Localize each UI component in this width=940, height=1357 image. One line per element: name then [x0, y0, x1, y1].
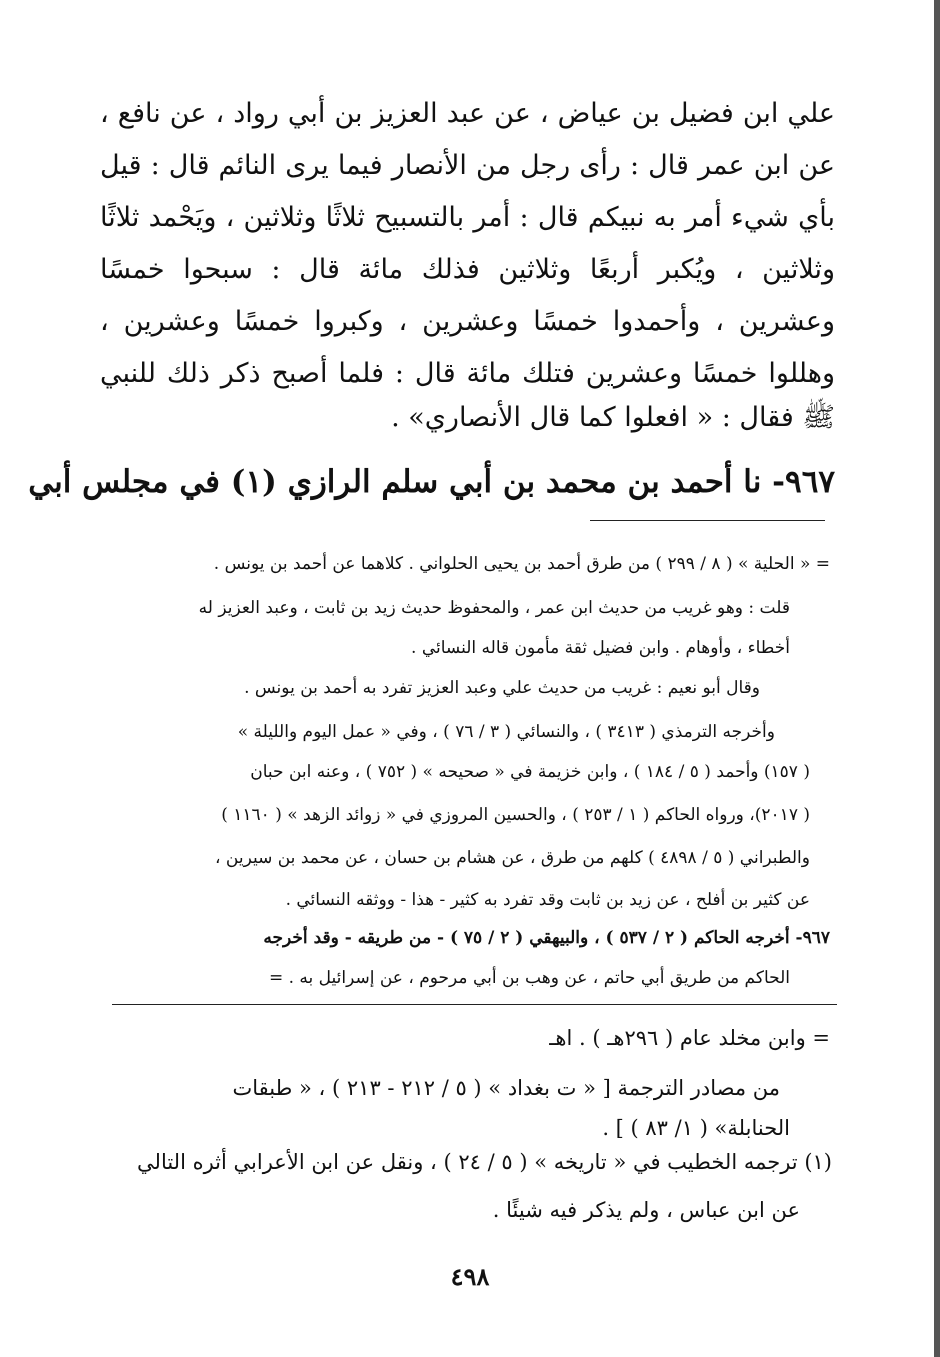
footnote-line: قلت : وهو غريب من حديث ابن عمر ، والمحفوظ حديث زيد بن ثابت ، وعبد العزيز له	[198, 598, 790, 618]
footnote-line: = وابن مخلد عام ( ٢٩٦هـ ) . اهـ	[549, 1026, 830, 1050]
footnote-line: وأخرجه الترمذي ( ٣٤١٣ ) ، والنسائي ( ٣ / ٧٦ ) ، وفي « عمل اليوم والليلة »	[237, 722, 775, 742]
footnote-line: ( ٢٠١٧)، ورواه الحاكم ( ١ / ٢٥٣ ) ، والحسين المروزي في « زوائد الزهد » ( ١١٦٠ )	[221, 805, 810, 825]
main-line: بأي شيء أمر به نبيكم قال : أمر بالتسبيح ثلاثًا وثلاثين ، ويَحْمد ثلاثًا	[100, 202, 835, 233]
footnote-line: والطبراني ( ٥ / ٤٨٩٨ ) كلهم من طرق ، عن هشام بن حسان ، عن محمد بن سيرين ،	[215, 848, 810, 868]
main-line: علي ابن فضيل بن عياض ، عن عبد العزيز بن أبي رواد ، عن نافع ،	[100, 98, 835, 129]
footnote-line: عن كثير بن أفلح ، عن زيد بن ثابت وقد تفرد به كثير - هذا - ووثقه النسائي .	[285, 890, 810, 910]
footnote-line: (١) ترجمه الخطيب في « تاريخه » ( ٥ / ٢٤ ) ، ونقل عن ابن الأعرابي أثره التالي	[137, 1150, 832, 1174]
footnote-line: ٩٦٧- أخرجه الحاكم ( ٢ / ٥٣٧ ) ، والبيهقي ( ٢ / ٧٥ ) - من طريقه - وقد أخرجه	[263, 928, 830, 948]
main-line: وهللوا خمسًا وعشرين فتلك مائة قال : فلما أصبح ذكر ذلك للنبي	[100, 358, 835, 389]
footnote-separator	[590, 520, 825, 521]
footnote-line: = « الحلية » ( ٨ / ٢٩٩ ) من طرق أحمد بن يحيى الحلواني . كلاهما عن أحمد بن يونس .	[213, 554, 830, 574]
section-divider	[112, 1004, 837, 1005]
footnote-line: الحنابلة» ( ١/ ٨٣ ) ] .	[602, 1116, 790, 1140]
footnote-line: عن ابن عباس ، ولم يذكر فيه شيئًا .	[492, 1198, 800, 1222]
footnote-line: أخطاء ، وأوهام . وابن فضيل ثقة مأمون قاله النسائي .	[411, 638, 790, 658]
hadith-heading: ٩٦٧- نا أحمد بن محمد بن أبي سلم الرازي (١) في مجلس أبي	[28, 464, 835, 500]
page-number: ٤٩٨	[450, 1262, 490, 1291]
footnote-line: من مصادر الترجمة [ « ت بغداد » ( ٥ / ٢١٢ - ٢١٣ ) ، « طبقات	[232, 1076, 780, 1100]
footnote-line: الحاكم من طريق أبي حاتم ، عن وهب بن أبي مرحوم ، عن إسرائيل به . =	[268, 968, 790, 988]
main-line: وثلاثين ، ويُكبر أربعًا وثلاثين فذلك مائة قال : سبحوا خمسًا	[100, 254, 835, 285]
scan-edge	[934, 0, 940, 1357]
footnote-line: ( ١٥٧) وأحمد ( ٥ / ١٨٤ ) ، وابن خزيمة في « صحيحه » ( ٧٥٢ ) ، وعنه ابن حبان	[250, 762, 810, 782]
footnote-line: وقال أبو نعيم : غريب من حديث علي وعبد العزيز تفرد به أحمد بن يونس .	[244, 678, 760, 698]
main-line: ﷺ فقال : « افعلوا كما قال الأنصاري» .	[391, 402, 835, 433]
main-line: عن ابن عمر قال : رأى رجل من الأنصار فيما يرى النائم قال : قيل	[100, 150, 835, 181]
main-line: وعشرين ، وأحمدوا خمسًا وعشرين ، وكبروا خمسًا وعشرين ،	[100, 306, 835, 337]
